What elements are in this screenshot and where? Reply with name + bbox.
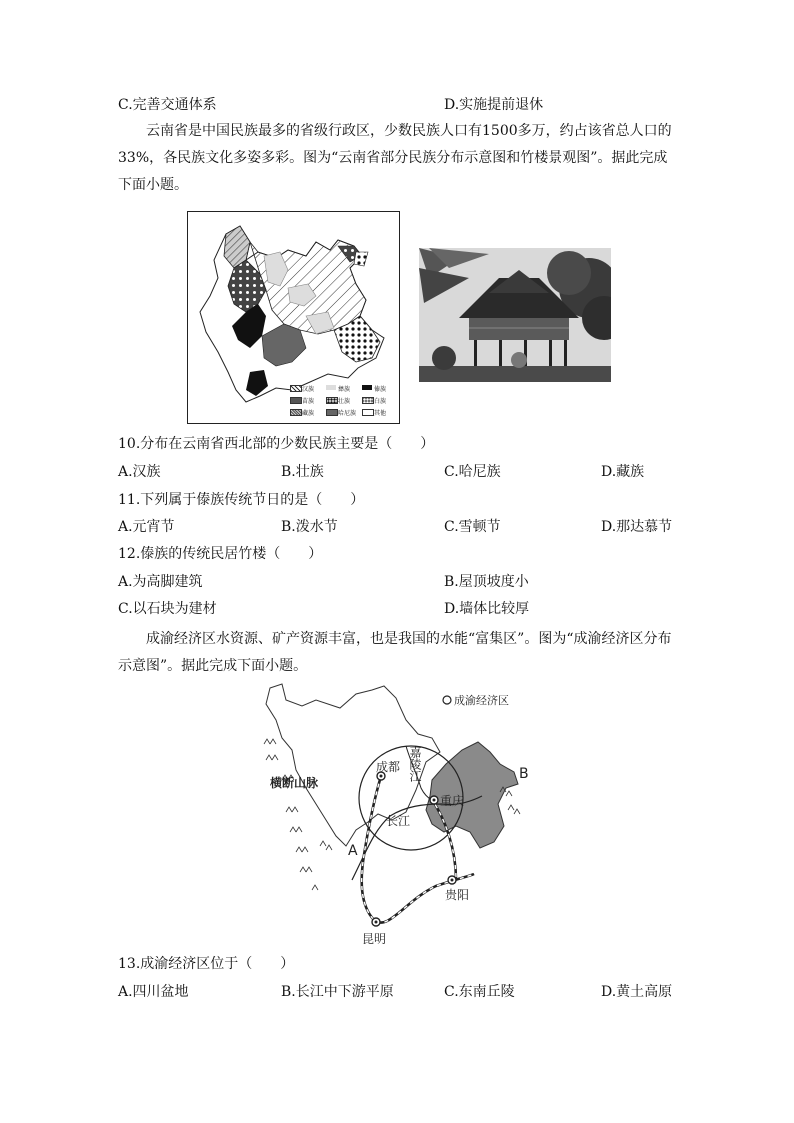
q13-option-a: A.四川盆地 xyxy=(118,984,189,1000)
legend-swatch-bai xyxy=(362,397,374,404)
q13-stem: 13.成渝经济区位于（ ） xyxy=(118,956,295,972)
label-changjiang: 长江 xyxy=(386,814,411,828)
bamboo-house-photo-svg xyxy=(419,248,611,382)
q13-option-d: D.黄土高原 xyxy=(601,984,673,1000)
legend-label-han: 汉族 xyxy=(302,386,315,393)
legend-swatch-zhuang xyxy=(326,397,338,404)
legend-label-zang: 藏族 xyxy=(302,410,315,417)
legend-swatch-han xyxy=(290,385,302,392)
label-jialing-river: 嘉陵江 xyxy=(408,746,422,782)
chengyu-map xyxy=(256,680,536,945)
q9-option-c: C.完善交通体系 xyxy=(118,97,217,113)
q11-option-c: C.雪顿节 xyxy=(444,519,501,535)
legend-label-zhuang: 壮族 xyxy=(338,398,351,405)
legend-label-yi: 彝族 xyxy=(338,386,351,393)
legend-swatch-dai xyxy=(362,385,372,390)
q11-option-b: B.泼水节 xyxy=(281,519,338,535)
yunnan-intro-text: 云南省是中国民族最多的省级行政区，少数民族人口有1500多万，约占该省总人口的33%，各民族文化多姿多彩。图为“云南省部分民族分布示意图和竹楼景观图”。据此完成下面小题。 xyxy=(118,123,672,193)
legend-swatch-other xyxy=(362,409,374,416)
q12-option-b: B.屋顶坡度小 xyxy=(444,574,529,590)
chengyu-intro-text: 成渝经济区水资源、矿产资源丰富，也是我国的水能“富集区”。图为“成渝经济区分布示意图”。据此完成下面小题。 xyxy=(118,631,672,674)
bamboo-house-photo xyxy=(419,248,611,382)
q10-option-a: A.汉族 xyxy=(118,464,161,480)
legend-label-bai: 白族 xyxy=(374,398,387,405)
q10-option-b: B.壮族 xyxy=(281,464,324,480)
label-kunming: 昆明 xyxy=(362,932,387,946)
q9-option-d: D.实施提前退休 xyxy=(444,97,544,113)
yunnan-intro xyxy=(118,118,678,199)
q12-stem: 12.傣族的传统民居竹楼（ ） xyxy=(118,546,323,562)
label-chengdu: 成都 xyxy=(376,760,401,774)
legend-swatch-hani xyxy=(326,409,338,416)
legend-swatch-zang xyxy=(290,409,302,416)
q12-option-a: A.为高脚建筑 xyxy=(118,574,203,590)
label-hengduan-mountains: 横断山脉 xyxy=(270,776,319,790)
label-point-a: A xyxy=(348,843,358,859)
legend-swatch-yi xyxy=(326,385,336,390)
label-point-b: B xyxy=(519,766,529,782)
q11-stem: 11.下列属于傣族传统节日的是（ ） xyxy=(118,492,365,508)
legend-circle-icon xyxy=(443,696,451,704)
legend-label-chengyu: 成渝经济区 xyxy=(454,694,509,707)
q11-option-a: A.元宵节 xyxy=(118,519,175,535)
yunnan-map-legend xyxy=(288,384,394,418)
legend-label-hani: 哈尼族 xyxy=(338,410,357,417)
yunnan-ethnic-map xyxy=(187,211,400,424)
q13-option-c: C.东南丘陵 xyxy=(444,984,515,1000)
label-chongqing: 重庆 xyxy=(440,794,465,808)
legend-label-other: 其他 xyxy=(374,410,387,417)
chengyu-intro xyxy=(118,626,678,680)
q10-option-c: C.哈尼族 xyxy=(444,464,501,480)
label-guiyang: 贵阳 xyxy=(445,888,470,902)
q12-option-c: C.以石块为建材 xyxy=(118,601,217,617)
legend-swatch-miao xyxy=(290,397,302,404)
q10-option-d: D.藏族 xyxy=(601,464,645,480)
q11-option-d: D.那达慕节 xyxy=(601,519,673,535)
legend-label-dai: 傣族 xyxy=(374,386,387,393)
q13-option-b: B.长江中下游平原 xyxy=(281,984,394,1000)
q10-stem: 10.分布在云南省西北部的少数民族主要是（ ） xyxy=(118,436,435,452)
legend-label-miao: 苗族 xyxy=(302,398,315,405)
q12-option-d: D.墙体比较厚 xyxy=(444,601,530,617)
